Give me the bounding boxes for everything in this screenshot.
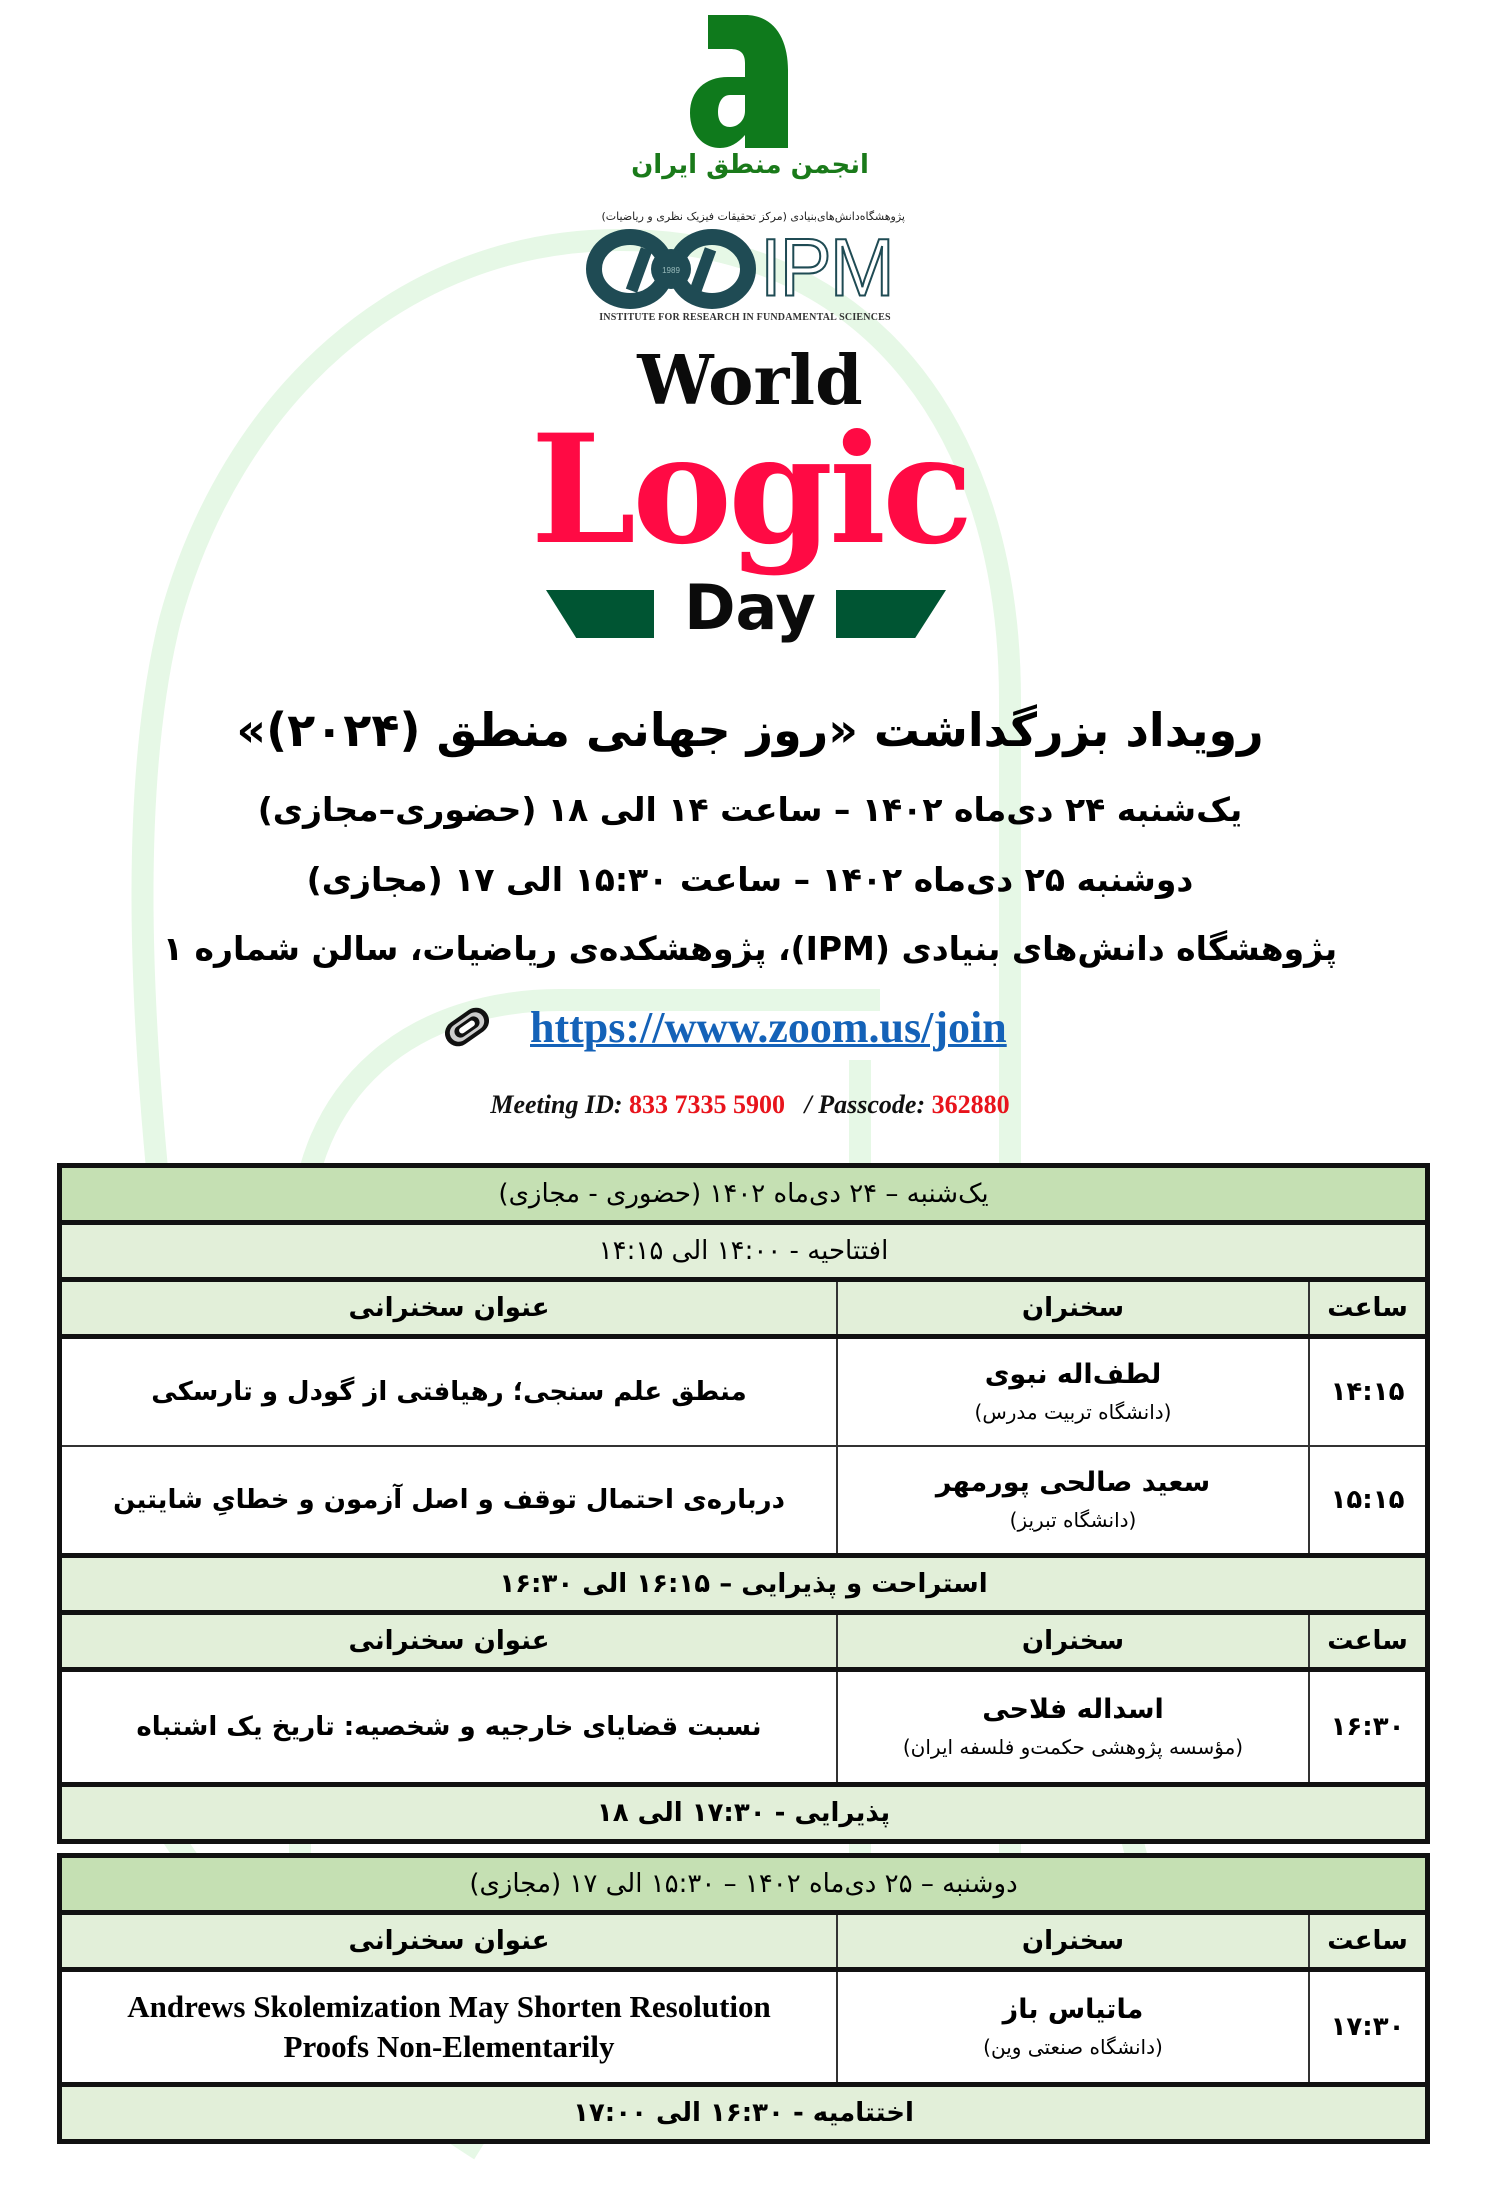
column-title: عنوان سخنرانی bbox=[60, 1280, 838, 1337]
table-break-row bbox=[60, 1556, 1428, 1613]
talk-speaker bbox=[837, 1337, 1309, 1447]
day1-opening: افتتاحیه - ۱۴:۰۰ الی ۱۴:۱۵ bbox=[60, 1223, 1428, 1280]
svg-text:1989: 1989 bbox=[662, 266, 680, 275]
speaker-affiliation: (مؤسسه پژوهشی حکمت‌و فلسفه ایران) bbox=[902, 1735, 1244, 1759]
column-time: ساعت bbox=[1309, 1913, 1428, 1970]
zoom-link-row bbox=[420, 1000, 1080, 1060]
banner-bar-right bbox=[836, 590, 946, 638]
day1-break: استراحت و پذیرایی – ۱۶:۱۵ الی ۱۶:۳۰ bbox=[60, 1556, 1428, 1613]
speaker-affiliation: (دانشگاه تبریز) bbox=[1009, 1508, 1137, 1532]
talk-time: ۱۶:۳۰ bbox=[1309, 1670, 1428, 1785]
column-speaker: سخنران bbox=[837, 1613, 1309, 1670]
passcode-value: 362880 bbox=[931, 1090, 1010, 1119]
talk-title bbox=[60, 1970, 838, 2085]
table-column-header bbox=[60, 1913, 1428, 1970]
column-time: ساعت bbox=[1309, 1613, 1428, 1670]
talk-title: منطق علم سنجی؛ رهیافتی از گودل و تارسکی bbox=[60, 1337, 838, 1447]
speaker-name: ماتیاس باز bbox=[1002, 1994, 1144, 2025]
meeting-id-label: Meeting ID bbox=[490, 1090, 614, 1119]
table-opening-row bbox=[60, 1223, 1428, 1280]
talk-speaker bbox=[837, 1446, 1309, 1556]
table-column-header bbox=[60, 1613, 1428, 1670]
banner-day: Day bbox=[684, 571, 816, 644]
table-closing-row bbox=[60, 2085, 1428, 2142]
meeting-id-value: 833 7335 5900 bbox=[629, 1090, 786, 1119]
day1-heading: یک‌شنبه – ۲۴ دی‌ماه ۱۴۰۲ (حضوری - مجازی) bbox=[60, 1166, 1428, 1223]
table-day-header bbox=[60, 1856, 1428, 1913]
ipm-seal-icon bbox=[585, 228, 757, 310]
talk-title: درباره‌ی احتمال توقف و اصل آزمون و خطایِ شایتین bbox=[60, 1446, 838, 1556]
speaker-name: سعید صالحی پورمهر bbox=[935, 1467, 1211, 1498]
table-column-header bbox=[60, 1280, 1428, 1337]
table-row bbox=[60, 1670, 1428, 1785]
talk-time: ۱۴:۱۵ bbox=[1309, 1337, 1428, 1447]
ipm-logo bbox=[585, 220, 905, 314]
anjoman-name: انجمن منطق ایران bbox=[631, 150, 869, 180]
column-title: عنوان سخنرانی bbox=[60, 1913, 838, 1970]
talk-speaker bbox=[837, 1670, 1309, 1785]
column-time: ساعت bbox=[1309, 1280, 1428, 1337]
banner-bar-left bbox=[546, 590, 654, 638]
column-speaker: سخنران bbox=[837, 1280, 1309, 1337]
event-day1: یک‌شنبه ۲۴ دی‌ماه ۱۴۰۲ – ساعت ۱۴ الی ۱۸ (حضوری–مجازی) bbox=[257, 790, 1243, 829]
talk-title-line1: Andrews Skolemization May Shorten Resolution bbox=[127, 1989, 771, 2024]
day1-reception: پذیرایی - ۱۷:۳۰ الی ۱۸ bbox=[60, 1785, 1428, 1842]
link-icon bbox=[440, 1006, 494, 1048]
speaker-affiliation: (دانشگاه تربیت مدرس) bbox=[974, 1400, 1172, 1424]
event-day2: دوشنبه ۲۵ دی‌ماه ۱۴۰۲ – ساعت ۱۵:۳۰ الی ۱۷ (مجازی) bbox=[306, 860, 1194, 899]
talk-speaker bbox=[837, 1970, 1309, 2085]
table-row bbox=[60, 1337, 1428, 1447]
zoom-url-link[interactable]: https://www.zoom.us/join bbox=[530, 1003, 1007, 1052]
ipm-persian-name: پژوهشگاه‌دانش‌های‌بنیادی (مرکز تحقیقات فیزیک نظری و ریاضیات) bbox=[601, 210, 905, 223]
table-day-header bbox=[60, 1166, 1428, 1223]
banner-world: World bbox=[637, 341, 863, 421]
day2-closing: اختتامیه - ۱۶:۳۰ الی ۱۷:۰۰ bbox=[60, 2085, 1428, 2142]
column-speaker: سخنران bbox=[837, 1913, 1309, 1970]
event-title: رویداد بزرگداشت «روز جهانی منطق (۲۰۲۴)» bbox=[236, 703, 1264, 757]
talk-title: نسبت قضایای خارجیه و شخصیه: تاریخ یک اشتباه bbox=[60, 1670, 838, 1785]
talk-time: ۱۷:۳۰ bbox=[1309, 1970, 1428, 2085]
table-reception-row bbox=[60, 1785, 1428, 1842]
talk-title-line2: Proofs Non-Elementarily bbox=[283, 2029, 615, 2064]
column-title: عنوان سخنرانی bbox=[60, 1613, 838, 1670]
passcode-label: Passcode bbox=[818, 1090, 917, 1119]
table-row bbox=[60, 1446, 1428, 1556]
speaker-affiliation: (دانشگاه صنعتی وین) bbox=[983, 2035, 1163, 2059]
day2-heading: دوشنبه – ۲۵ دی‌ماه ۱۴۰۲ – ۱۵:۳۰ الی ۱۷ (مجازی) bbox=[60, 1856, 1428, 1913]
banner-logic: Logic bbox=[530, 402, 970, 578]
talk-time: ۱۵:۱۵ bbox=[1309, 1446, 1428, 1556]
anjoman-logo-icon bbox=[690, 15, 790, 150]
meeting-credentials: Meeting ID: 833 7335 5900 / Passcode: 362880 bbox=[490, 1090, 1010, 1119]
schedule-table-day2 bbox=[57, 1853, 1430, 2144]
speaker-name: اسداله فلاحی bbox=[982, 1694, 1164, 1725]
table-row bbox=[60, 1970, 1428, 2085]
schedule-table-day1 bbox=[57, 1163, 1430, 1844]
ipm-abbr: IPM bbox=[760, 220, 893, 314]
speaker-name: لطف‌اله نبوی bbox=[984, 1359, 1162, 1390]
event-venue: پژوهشگاه دانش‌های بنیادی (IPM)، پژوهشکده‌ی ریاضیات، سالن شماره ۱ bbox=[162, 929, 1338, 968]
ipm-english-name: INSTITUTE FOR RESEARCH IN FUNDAMENTAL SCIENCES bbox=[599, 312, 891, 323]
